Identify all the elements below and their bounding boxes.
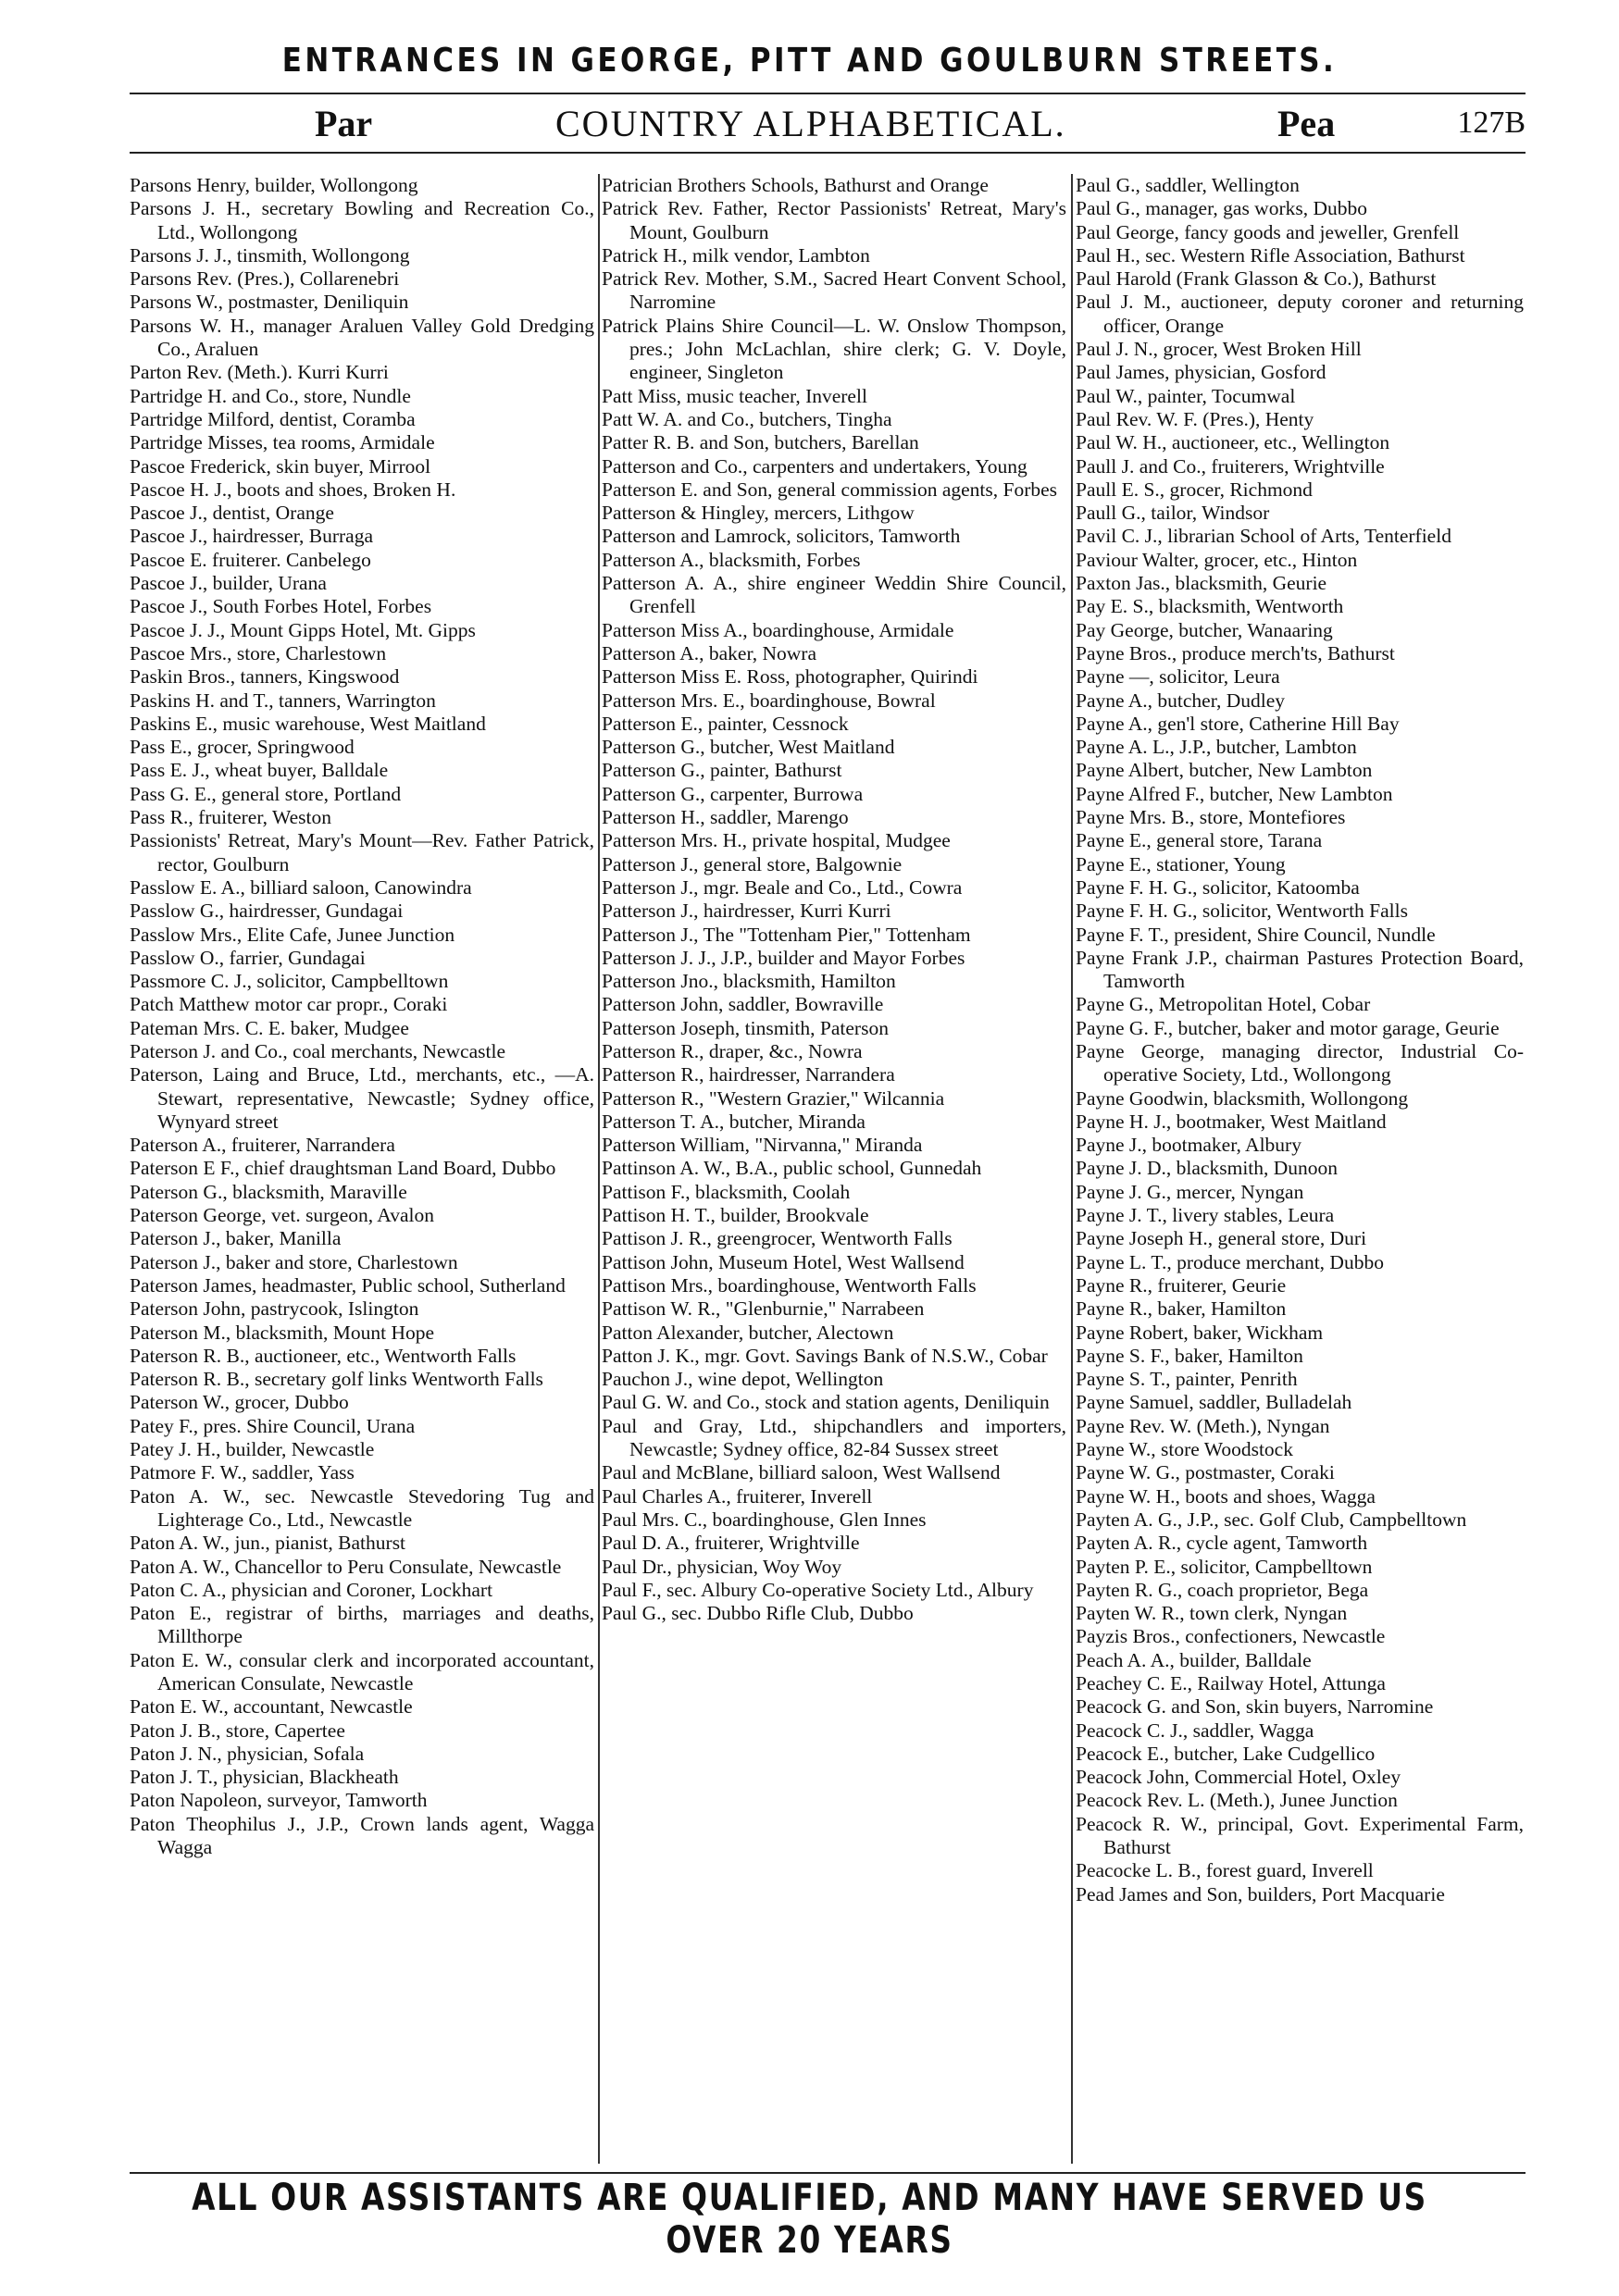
directory-entry: Pass E. J., wheat buyer, Balldale	[130, 759, 389, 782]
directory-entry: Patterson and Lamrock, solicitors, Tamworth	[602, 525, 961, 548]
directory-entry: Peacock E., butcher, Lake Cudgellico	[1076, 1742, 1376, 1765]
directory-entry: Patterson Miss A., boardinghouse, Armidale	[602, 618, 954, 641]
directory-entry: Paul Dr., physician, Woy Woy	[602, 1555, 842, 1578]
directory-entry: Pass E., grocer, Springwood	[130, 736, 355, 759]
directory-entry: Parsons J. H., secretary Bowling and Recreation Co., Ltd., Wollongong	[130, 197, 594, 243]
directory-entry: Patterson T. A., butcher, Miranda	[602, 1110, 866, 1133]
directory-entry: Peacocke L. B., forest guard, Inverell	[1076, 1859, 1374, 1882]
directory-entry: Pead James and Son, builders, Port Macquarie	[1076, 1882, 1445, 1905]
directory-entry: Patterson R., draper, &c., Nowra	[602, 1039, 863, 1062]
directory-entry: Paul and McBlane, billiard saloon, West Wallsend	[602, 1461, 1001, 1484]
directory-entry: Paton Napoleon, surveyor, Tamworth	[130, 1789, 428, 1812]
directory-entry: Passmore C. J., solicitor, Campbelltown	[130, 970, 449, 993]
directory-entry: Pass G. E., general store, Portland	[130, 782, 402, 805]
directory-entry: Payne E., general store, Tarana	[1076, 829, 1323, 852]
bottom-advert-banner: ALL OUR ASSISTANTS ARE QUALIFIED, AND MANY HAVE SERVED US OVER 20 YEARS	[192, 2177, 1427, 2262]
column-divider-2	[1071, 174, 1073, 2164]
column-1	[130, 174, 596, 2169]
directory-entry: Patterson J., The "Tottenham Pier," Tottenham	[602, 923, 971, 946]
directory-entry: Payne S. F., baker, Hamilton	[1076, 1344, 1303, 1367]
directory-entry: Paton A. W., Chancellor to Peru Consulate, Newcastle	[130, 1555, 562, 1578]
directory-entry: Patterson A., baker, Nowra	[602, 641, 816, 664]
directory-entry: Payne Robert, baker, Wickham	[1076, 1321, 1324, 1344]
directory-entry: Patterson G., painter, Bathurst	[602, 759, 842, 782]
directory-entry: Patrick Rev. Father, Rector Passionists' Retreat, Mary's Mount, Goulburn	[602, 197, 1066, 243]
directory-entry: Pattison F., blacksmith, Coolah	[602, 1180, 851, 1203]
directory-entry: Paul Charles A., fruiterer, Inverell	[602, 1484, 873, 1508]
directory-entry: Paton Theophilus J., J.P., Crown lands agent, Wagga Wagga	[130, 1812, 594, 1859]
directory-entry: Pattison H. T., builder, Brookvale	[602, 1204, 869, 1227]
directory-entry: Paul G., sec. Dubbo Rifle Club, Dubbo	[602, 1602, 914, 1625]
directory-entry: Pauchon J., wine depot, Wellington	[602, 1368, 884, 1391]
top-advert-banner: ENTRANCES IN GEORGE, PITT AND GOULBURN STREETS.	[281, 42, 1338, 80]
directory-entry: Payne Albert, butcher, New Lambton	[1076, 759, 1373, 782]
directory-entry: Paul J. N., grocer, West Broken Hill	[1076, 338, 1362, 361]
catchword-right: Pea	[1277, 103, 1336, 144]
directory-entry: Peach A. A., builder, Balldale	[1076, 1648, 1312, 1671]
directory-entry: Payne Joseph H., general store, Duri	[1076, 1227, 1367, 1250]
directory-entry: Patt W. A. and Co., butchers, Tingha	[602, 407, 892, 430]
directory-entry: Paul George, fancy goods and jeweller, Grenfell	[1076, 220, 1460, 243]
directory-entry: Paterson M., blacksmith, Mount Hope	[130, 1321, 435, 1344]
directory-entry: Payne A., gen'l store, Catherine Hill Bay	[1076, 712, 1400, 735]
directory-entry: Paterson J. and Co., coal merchants, Newcastle	[130, 1039, 505, 1062]
directory-entry: Patterson E. and Son, general commission agents, Forbes	[602, 478, 1058, 501]
directory-entry: Patterson and Co., carpenters and undertakers, Young	[602, 454, 1027, 478]
directory-entry: Payten A. R., cycle agent, Tamworth	[1076, 1532, 1368, 1555]
directory-entry: Payten R. G., coach proprietor, Bega	[1076, 1578, 1369, 1601]
directory-entry: Pascoe Mrs., store, Charlestown	[130, 641, 387, 664]
directory-entry: Pascoe J. J., Mount Gipps Hotel, Mt. Gipps	[130, 618, 476, 641]
directory-entry: Peacock John, Commercial Hotel, Oxley	[1076, 1766, 1401, 1789]
directory-entry: Patrick Plains Shire Council—L. W. Onslow Thompson, pres.; John McLachlan, shire clerk; G. V. Doyle, engineer, Singleton	[602, 314, 1066, 384]
directory-entry: Patterson A., blacksmith, Forbes	[602, 548, 861, 571]
directory-entry: Paton A. W., sec. Newcastle Stevedoring Tug and Lighterage Co., Ltd., Newcastle	[130, 1484, 594, 1531]
directory-entry: Paterson George, vet. surgeon, Avalon	[130, 1204, 435, 1227]
directory-columns	[130, 174, 1526, 2169]
directory-entry: Payne Samuel, saddler, Bulladelah	[1076, 1391, 1352, 1414]
directory-entry: Payne A., butcher, Dudley	[1076, 689, 1286, 712]
directory-entry: Paxton Jas., blacksmith, Geurie	[1076, 572, 1327, 595]
directory-entry: Peacock Rev. L. (Meth.), Junee Junction	[1076, 1789, 1398, 1812]
directory-entry: Paskin Bros., tanners, Kingswood	[130, 665, 400, 689]
directory-entry: Pass R., fruiterer, Weston	[130, 806, 331, 829]
directory-entry: Paton J. B., store, Capertee	[130, 1719, 345, 1742]
directory-entry: Paul G., saddler, Wellington	[1076, 174, 1300, 196]
directory-entry: Patey J. H., builder, Newcastle	[130, 1438, 375, 1461]
directory-entry: Pascoe Frederick, skin buyer, Mirrool	[130, 454, 431, 478]
catchword-left: Par	[315, 103, 373, 144]
directory-entry: Patterson Mrs. H., private hospital, Mudgee	[602, 829, 951, 852]
directory-entry: Payne W., store Woodstock	[1076, 1438, 1293, 1461]
directory-entry: Payne G., Metropolitan Hotel, Cobar	[1076, 993, 1371, 1016]
directory-entry: Paul Rev. W. F. (Pres.), Henty	[1076, 407, 1314, 430]
directory-entry: Paul D. A., fruiterer, Wrightville	[602, 1532, 860, 1555]
directory-entry: Payne Alfred F., butcher, New Lambton	[1076, 782, 1393, 805]
directory-entry: Pascoe J., dentist, Orange	[130, 502, 334, 525]
directory-entry: Paton J. N., physician, Sofala	[130, 1742, 365, 1765]
column-3	[1076, 174, 1526, 2169]
directory-entry: Paul James, physician, Gosford	[1076, 361, 1326, 384]
directory-entry: Patterson J., hairdresser, Kurri Kurri	[602, 900, 891, 923]
directory-entry: Payne F. H. G., solicitor, Wentworth Falls	[1076, 900, 1408, 923]
directory-entry: Payne —, solicitor, Leura	[1076, 665, 1280, 689]
directory-entry: Paterson W., grocer, Dubbo	[130, 1391, 349, 1414]
directory-entry: Pascoe H. J., boots and shoes, Broken H.	[130, 478, 456, 501]
directory-entry: Paterson James, headmaster, Public school, Sutherland	[130, 1273, 566, 1297]
directory-entry: Parsons Rev. (Pres.), Collarenebri	[130, 267, 400, 291]
directory-entry: Paull E. S., grocer, Richmond	[1076, 478, 1313, 501]
directory-entry: Peacock C. J., saddler, Wagga	[1076, 1719, 1314, 1742]
directory-entry: Pascoe J., builder, Urana	[130, 572, 327, 595]
directory-entry: Passionists' Retreat, Mary's Mount—Rev. Father Patrick, rector, Goulburn	[130, 829, 594, 875]
directory-entry: Pascoe J., hairdresser, Burraga	[130, 525, 374, 548]
directory-entry: Paull J. and Co., fruiterers, Wrightville	[1076, 454, 1385, 478]
directory-entry: Parsons Henry, builder, Wollongong	[130, 174, 418, 196]
directory-entry: Paterson J., baker and store, Charlestown	[130, 1250, 458, 1273]
directory-entry: Paterson J., baker, Manilla	[130, 1227, 342, 1250]
directory-entry: Paton E., registrar of births, marriages and deaths, Millthorpe	[130, 1602, 594, 1648]
directory-entry: Paul and Gray, Ltd., shipchandlers and importers, Newcastle; Sydney office, 82-84 Sussex street	[602, 1414, 1066, 1461]
directory-entry: Patton Alexander, butcher, Alectown	[602, 1321, 894, 1344]
directory-entry: Paul J. M., auctioneer, deputy coroner and returning officer, Orange	[1076, 291, 1524, 337]
directory-entry: Pay E. S., blacksmith, Wentworth	[1076, 595, 1344, 618]
directory-entry: Paterson R. B., auctioneer, etc., Wentworth Falls	[130, 1344, 517, 1367]
directory-entry: Payne J. D., blacksmith, Dunoon	[1076, 1157, 1339, 1180]
directory-entry: Patt Miss, music teacher, Inverell	[602, 384, 867, 407]
directory-entry: Patterson H., saddler, Marengo	[602, 806, 849, 829]
directory-entry: Patterson G., butcher, West Maitland	[602, 736, 895, 759]
header-rule-bottom	[130, 152, 1526, 154]
directory-entry: Payten P. E., solicitor, Campbelltown	[1076, 1555, 1373, 1578]
directory-entry: Patterson & Hingley, mercers, Lithgow	[602, 502, 915, 525]
directory-entry: Paton A. W., jun., pianist, Bathurst	[130, 1532, 406, 1555]
directory-entry: Patterson Mrs. E., boardinghouse, Bowral	[602, 689, 936, 712]
directory-entry: Payten A. G., J.P., sec. Golf Club, Campbelltown	[1076, 1508, 1467, 1531]
directory-entry: Patton J. K., mgr. Govt. Savings Bank of N.S.W., Cobar	[602, 1344, 1048, 1367]
directory-entry: Payne E., stationer, Young	[1076, 852, 1286, 875]
directory-entry: Patterson Joseph, tinsmith, Paterson	[602, 1016, 889, 1039]
directory-entry: Patch Matthew motor car propr., Coraki	[130, 993, 448, 1016]
directory-entry: Pattison Mrs., boardinghouse, Wentworth Falls	[602, 1273, 977, 1297]
directory-entry: Paul W., painter, Tocumwal	[1076, 384, 1296, 407]
directory-entry: Paviour Walter, grocer, etc., Hinton	[1076, 548, 1358, 571]
directory-entry: Pateman Mrs. C. E. baker, Mudgee	[130, 1016, 409, 1039]
directory-entry: Pavil C. J., librarian School of Arts, Tenterfield	[1076, 525, 1451, 548]
directory-entry: Paul Harold (Frank Glasson & Co.), Bathurst	[1076, 267, 1437, 291]
directory-entry: Paul W. H., auctioneer, etc., Wellington	[1076, 431, 1390, 454]
directory-entry: Payne J., bootmaker, Albury	[1076, 1134, 1301, 1157]
directory-entry: Pattinson A. W., B.A., public school, Gunnedah	[602, 1157, 982, 1180]
directory-entry: Paul Mrs. C., boardinghouse, Glen Innes	[602, 1508, 927, 1531]
page-number: 127B	[1457, 105, 1526, 140]
directory-entry: Peacock R. W., principal, Govt. Experimental Farm, Bathurst	[1076, 1812, 1524, 1859]
directory-entry: Payne W. G., postmaster, Coraki	[1076, 1461, 1335, 1484]
directory-entry: Payne L. T., produce merchant, Dubbo	[1076, 1250, 1384, 1273]
directory-entry: Paton J. T., physician, Blackheath	[130, 1766, 399, 1789]
running-head	[130, 102, 1526, 148]
directory-entry: Paul G., manager, gas works, Dubbo	[1076, 197, 1368, 220]
directory-entry: Peachey C. E., Railway Hotel, Attunga	[1076, 1672, 1386, 1694]
directory-entry: Paterson G., blacksmith, Maraville	[130, 1180, 407, 1203]
directory-entry: Pattison John, Museum Hotel, West Wallsend	[602, 1250, 965, 1273]
column-divider-1	[598, 174, 600, 2164]
directory-entry: Pascoe E. fruiterer. Canbelego	[130, 548, 371, 571]
directory-entry: Parsons W., postmaster, Deniliquin	[130, 291, 409, 314]
header-rule-top	[130, 93, 1526, 94]
directory-entry: Parton Rev. (Meth.). Kurri Kurri	[130, 361, 389, 384]
directory-entry: Patterson R., "Western Grazier," Wilcannia	[602, 1086, 945, 1110]
directory-entry: Patter R. B. and Son, butchers, Barellan	[602, 431, 919, 454]
directory-entry: Pay George, butcher, Wanaaring	[1076, 618, 1333, 641]
directory-entry: Paskins E., music warehouse, West Maitland	[130, 712, 486, 735]
directory-entry: Passlow Mrs., Elite Cafe, Junee Junction	[130, 923, 455, 946]
directory-entry: Payne W. H., boots and shoes, Wagga	[1076, 1484, 1376, 1508]
directory-entry: Paterson E F., chief draughtsman Land Board, Dubbo	[130, 1157, 556, 1180]
directory-entry: Payne F. T., president, Shire Council, Nundle	[1076, 923, 1436, 946]
column-2	[602, 174, 1068, 2169]
directory-entry: Paul G. W. and Co., stock and station agents, Deniliquin	[602, 1391, 1050, 1414]
directory-entry: Payne Frank J.P., chairman Pastures Protection Board, Tamworth	[1076, 946, 1524, 993]
directory-entry: Payne S. T., painter, Penrith	[1076, 1368, 1298, 1391]
directory-entry: Payten W. R., town clerk, Nyngan	[1076, 1602, 1348, 1625]
directory-entry: Payne H. J., bootmaker, West Maitland	[1076, 1110, 1387, 1133]
directory-entry: Pascoe J., South Forbes Hotel, Forbes	[130, 595, 432, 618]
directory-entry: Payne R., fruiterer, Geurie	[1076, 1273, 1287, 1297]
directory-entry: Peacock G. and Son, skin buyers, Narromine	[1076, 1695, 1434, 1719]
directory-entry: Payzis Bros., confectioners, Newcastle	[1076, 1625, 1386, 1648]
directory-entry: Pattison J. R., greengrocer, Wentworth Falls	[602, 1227, 953, 1250]
directory-entry: Payne J. G., mercer, Nyngan	[1076, 1180, 1304, 1203]
directory-entry: Partridge H. and Co., store, Nundle	[130, 384, 411, 407]
directory-entry: Patterson E., painter, Cessnock	[602, 712, 849, 735]
directory-entry: Patmore F. W., saddler, Yass	[130, 1461, 355, 1484]
section-title: COUNTRY ALPHABETICAL.	[555, 103, 1066, 144]
directory-entry: Patterson John, saddler, Bowraville	[602, 993, 884, 1016]
directory-entry: Payne Rev. W. (Meth.), Nyngan	[1076, 1414, 1330, 1437]
directory-entry: Payne J. T., livery stables, Leura	[1076, 1204, 1335, 1227]
directory-entry: Paul F., sec. Albury Co-operative Society Ltd., Albury	[602, 1578, 1034, 1601]
directory-entry: Patterson William, "Nirvanna," Miranda	[602, 1134, 923, 1157]
directory-entry: Payne Bros., produce merch'ts, Bathurst	[1076, 641, 1395, 664]
directory-entry: Patterson J. J., J.P., builder and Mayor Forbes	[602, 946, 965, 969]
directory-entry: Parsons W. H., manager Araluen Valley Gold Dredging Co., Araluen	[130, 314, 594, 361]
directory-entry: Paton E. W., consular clerk and incorporated accountant, American Consulate, Newcastle	[130, 1648, 594, 1694]
directory-entry: Patterson A. A., shire engineer Weddin Shire Council, Grenfell	[602, 572, 1066, 618]
directory-entry: Payne R., baker, Hamilton	[1076, 1297, 1287, 1321]
directory-entry: Paterson A., fruiterer, Narrandera	[130, 1134, 395, 1157]
directory-entry: Patrick Rev. Mother, S.M., Sacred Heart Convent School, Narromine	[602, 267, 1066, 314]
footer-rule	[130, 2172, 1526, 2174]
directory-entry: Pattison W. R., "Glenburnie," Narrabeen	[602, 1297, 925, 1321]
directory-entry: Patterson R., hairdresser, Narrandera	[602, 1063, 895, 1086]
directory-entry: Payne F. H. G., solicitor, Katoomba	[1076, 875, 1360, 899]
directory-entry: Payne George, managing director, Industrial Co-operative Society, Ltd., Wollongong	[1076, 1039, 1524, 1086]
directory-entry: Paterson, Laing and Bruce, Ltd., merchants, etc., —A. Stewart, representative, Newcastle; Sydney office, Wynyard street	[130, 1063, 594, 1133]
directory-entry: Patterson Miss E. Ross, photographer, Quirindi	[602, 665, 978, 689]
directory-entry: Patrician Brothers Schools, Bathurst and Orange	[602, 174, 989, 196]
directory-entry: Paterson R. B., secretary golf links Wentworth Falls	[130, 1368, 543, 1391]
directory-entry: Passlow G., hairdresser, Gundagai	[130, 900, 404, 923]
directory-entry: Patterson Jno., blacksmith, Hamilton	[602, 970, 896, 993]
directory-entry: Partridge Milford, dentist, Coramba	[130, 407, 416, 430]
directory-entry: Payne G. F., butcher, baker and motor garage, Geurie	[1076, 1016, 1500, 1039]
directory-entry: Paterson John, pastrycook, Islington	[130, 1297, 419, 1321]
directory-entry: Payne Mrs. B., store, Montefiores	[1076, 806, 1346, 829]
directory-entry: Paskins H. and T., tanners, Warrington	[130, 689, 436, 712]
directory-entry: Partridge Misses, tea rooms, Armidale	[130, 431, 435, 454]
directory-entry: Payne Goodwin, blacksmith, Wollongong	[1076, 1086, 1409, 1110]
directory-entry: Parsons J. J., tinsmith, Wollongong	[130, 243, 410, 267]
directory-entry: Patterson G., carpenter, Burrowa	[602, 782, 864, 805]
directory-entry: Paul H., sec. Western Rifle Association, Bathurst	[1076, 243, 1465, 267]
directory-entry: Paton C. A., physician and Coroner, Lockhart	[130, 1578, 493, 1601]
directory-entry: Paull G., tailor, Windsor	[1076, 502, 1270, 525]
directory-entry: Patterson J., general store, Balgownie	[602, 852, 903, 875]
directory-entry: Passlow E. A., billiard saloon, Canowindra	[130, 875, 472, 899]
directory-entry: Patey F., pres. Shire Council, Urana	[130, 1414, 416, 1437]
directory-entry: Patrick H., milk vendor, Lambton	[602, 243, 870, 267]
directory-entry: Patterson J., mgr. Beale and Co., Ltd., Cowra	[602, 875, 963, 899]
directory-entry: Passlow O., farrier, Gundagai	[130, 946, 366, 969]
directory-entry: Paton E. W., accountant, Newcastle	[130, 1695, 413, 1719]
directory-entry: Payne A. L., J.P., butcher, Lambton	[1076, 736, 1357, 759]
